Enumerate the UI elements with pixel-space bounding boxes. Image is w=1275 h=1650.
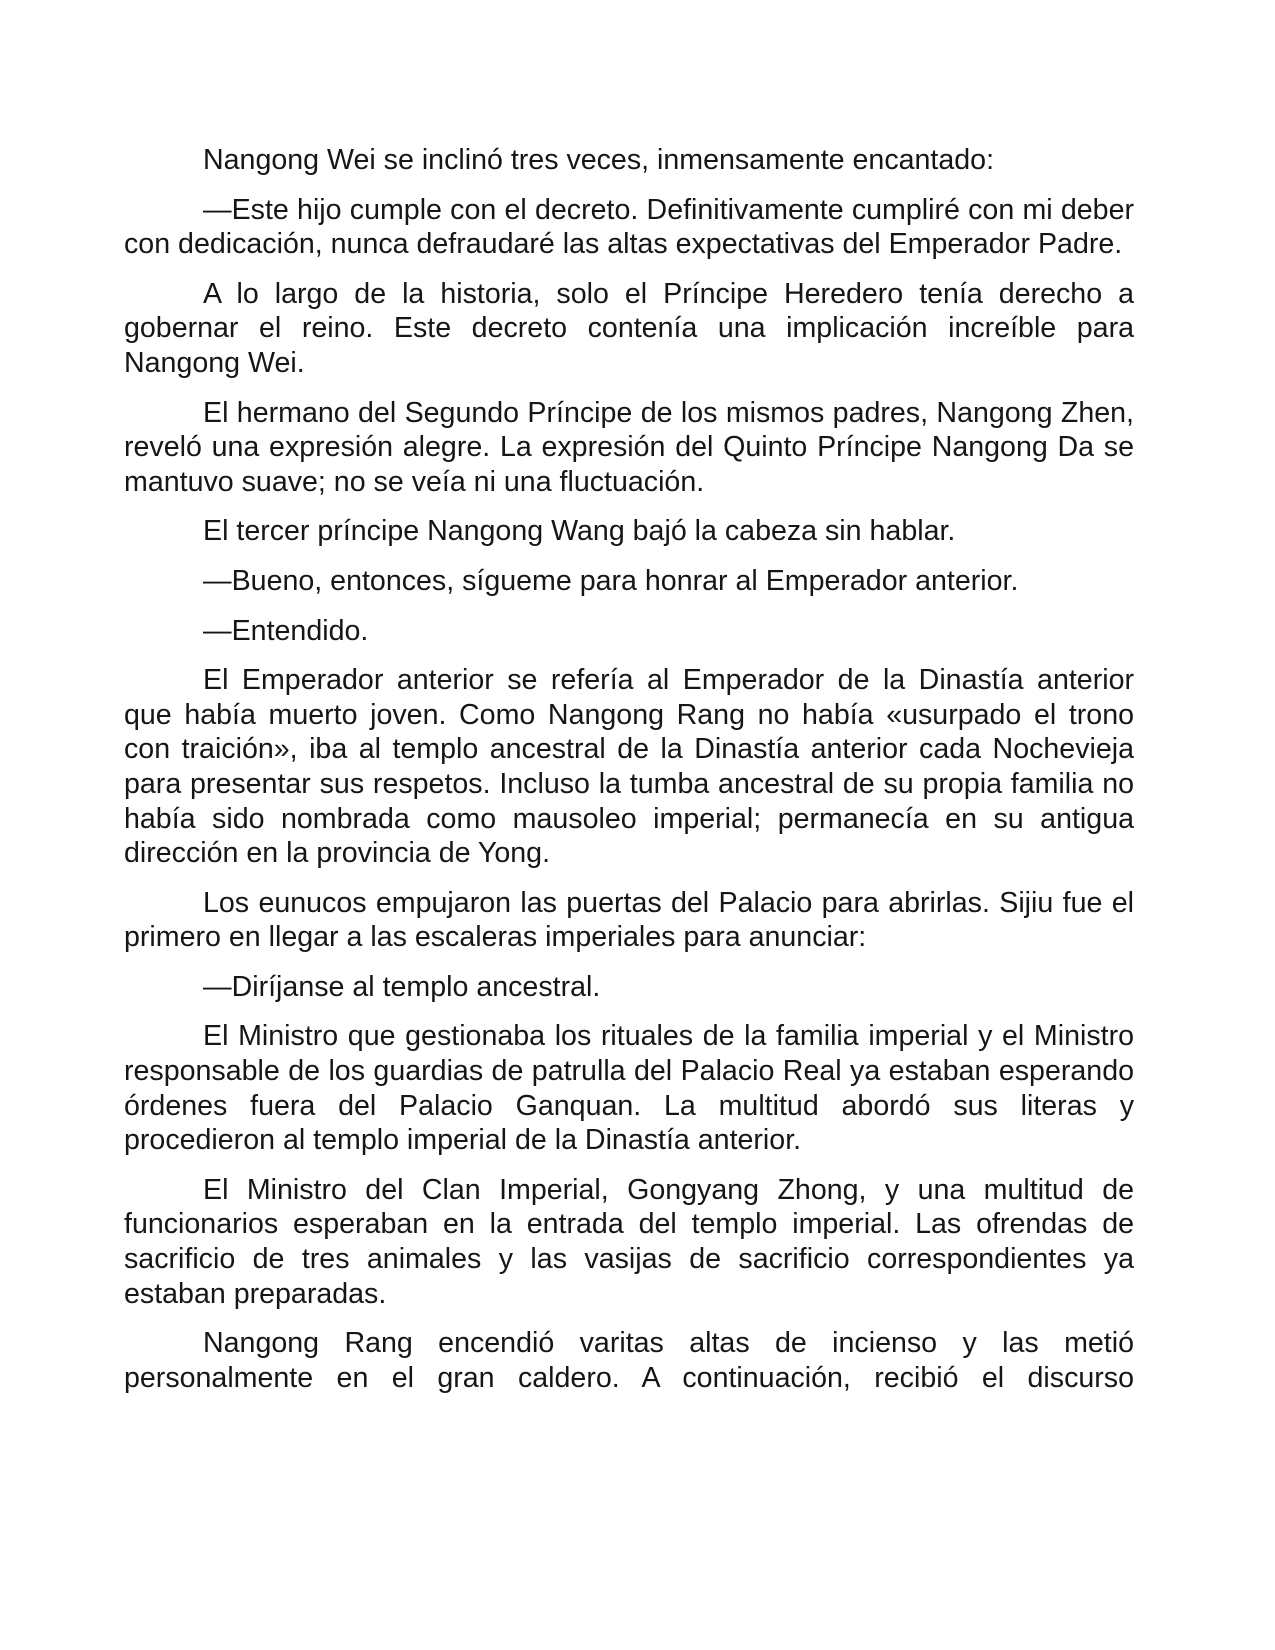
paragraph: El Ministro del Clan Imperial, Gongyang Zhong, y una multitud de funcionarios esperaban en la entrada del templo imperial. Las ofrendas de sacrificio de tres animales y las vasijas de sacrificio correspondientes ya estaban preparadas. [124, 1173, 1134, 1310]
paragraph: A lo largo de la historia, solo el Príncipe Heredero tenía derecho a gobernar el reino. Este decreto contenía una implicación increíble para Nangong Wei. [124, 277, 1134, 379]
paragraph: El hermano del Segundo Príncipe de los mismos padres, Nangong Zhen, reveló una expresión alegre. La expresión del Quinto Príncipe Nangong Da se mantuvo suave; no se veía ni una fluctuación. [124, 396, 1134, 498]
paragraph: —Bueno, entonces, sígueme para honrar al Emperador anterior. [203, 564, 1019, 597]
paragraph: —Diríjanse al templo ancestral. [203, 970, 601, 1003]
paragraph: El tercer príncipe Nangong Wang bajó la cabeza sin hablar. [203, 515, 956, 548]
paragraph: Nangong Wei se inclinó tres veces, inmensamente encantado: [203, 144, 995, 176]
paragraph: Los eunucos empujaron las puertas del Palacio para abrirlas. Sijiu fue el primero en llegar a las escaleras imperiales para anunciar: [124, 886, 1134, 954]
paragraph: —Este hijo cumple con el decreto. Definitivamente cumpliré con mi deber con dedicación, nunca defraudaré las altas expectativas del Emperador Padre. [124, 193, 1134, 261]
document-page [124, 143, 1134, 1395]
paragraph: El Ministro que gestionaba los rituales de la familia imperial y el Ministro responsable de los guardias de patrulla del Palacio Real ya estaban esperando órdenes fuera del Palacio Ganquan. La multitud abordó sus literas y procedieron al templo imperial de la Dinastía anterior. [124, 1020, 1134, 1157]
paragraph: Nangong Rang encendió varitas altas de incienso y las metió personalmente en el gran caldero. A continuación, recibió el discurso [124, 1327, 1134, 1394]
paragraph: —Entendido. [203, 614, 369, 647]
paragraph: El Emperador anterior se refería al Emperador de la Dinastía anterior que había muerto joven. Como Nangong Rang no había «usurpado el trono con traición», iba al templo ancestral de la Dinastía anterior cada Nochevieja para presentar sus respetos. Incluso la tumba ancestral de su propia familia no había sido nombrada como mausoleo imperial; permanecía en su antigua dirección en la provincia de Yong. [124, 664, 1134, 870]
